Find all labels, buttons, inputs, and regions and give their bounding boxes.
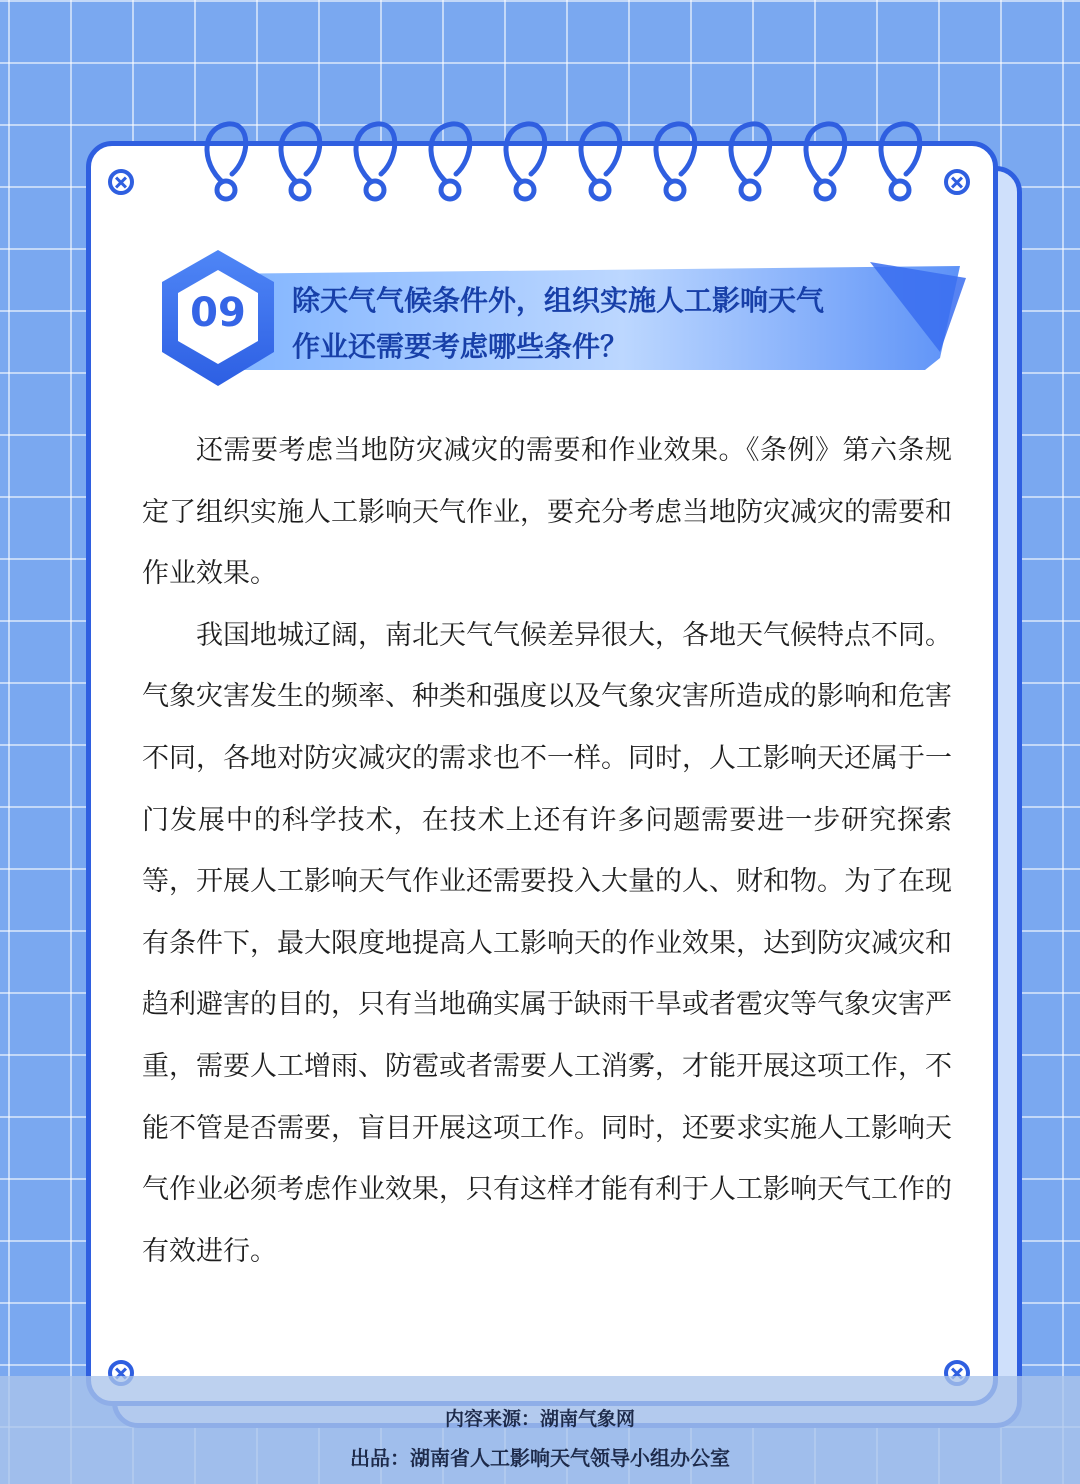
answer-paragraph: 还需要考虑当地防灾减灾的需要和作业效果。《条例》第六条规定了组织实施人工影响天气作业，要充分考虑当地防灾减灾的需要和作业效果。 xyxy=(142,435,952,590)
answer-body xyxy=(142,420,952,1282)
question-title-line: 除天气气候条件外，组织实施人工影响天气 xyxy=(292,284,825,317)
question-title xyxy=(292,278,932,370)
content-source: 内容来源：湖南气象网 xyxy=(444,1408,635,1430)
question-title-banner xyxy=(140,248,980,396)
question-number: 09 xyxy=(190,290,246,336)
question-title-line: 作业还需要考虑哪些条件？ xyxy=(292,330,629,363)
close-circle-icon xyxy=(944,169,970,195)
answer-paragraph: 我国地城辽阔，南北天气气候差异很大，各地天气候特点不同。气象灾害发生的频率、种类和强度以及气象灾害所造成的影响和危害不同，各地对防灾减灾的需求也不一样。同时，人工影响天还属于一门发展中的科学技术，在技术上还有许多问题需要进一步研究探索等，开展人工影响天气作业还需要投入大量的人、财和物。为了在现有条件下，最大限度地提高人工影响天的作业效果，达到防灾减灾和趋利避害的目的，只有当地确实属于缺雨干旱或者雹灾等气象灾害严重，需要人工增雨、防雹或者需要人工消雾，才能开展这项工作，不能不管是否需要，盲目开展这项工作。同时，还要求实施人工影响天气作业必须考虑作业效果，只有这样才能有利于人工影响天气工作的有效进行。 xyxy=(142,619,952,1267)
producer-credit: 出品：湖南省人工影响天气领导小组办公室 xyxy=(350,1446,730,1470)
footer-bar xyxy=(0,1376,1080,1484)
close-circle-icon xyxy=(108,169,134,195)
